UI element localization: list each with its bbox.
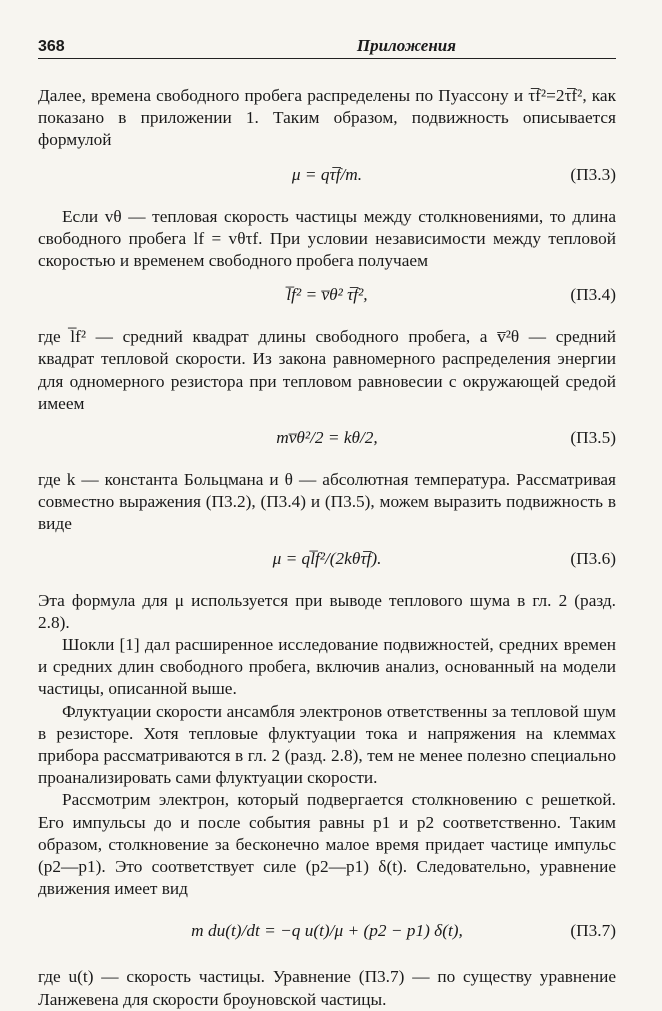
paragraph-5: Эта формула для μ используется при выводе теплового шума в гл. 2 (разд. 2.8). [38, 590, 616, 632]
paragraph-9: где u(t) — скорость частицы. Уравнение (П3.7) — по существу уравнение Ланжевена для скорости броуновской частицы. [38, 967, 616, 1009]
paragraph-8: Рассмотрим электрон, который подвергается столкновению с решеткой. Его импульсы до и после события равны p1 и p2 соответственно. Таким образом, столкновение за бесконечно малое время придает частице импульс (p2—p1). Это соответствует силе (p2—p1) δ(t). Следовательно, уравнение движения имеет вид [38, 790, 616, 899]
equation-formula: l̅f² = v̅θ² τ̅f², [286, 285, 368, 305]
equation-label: (П3.4) [570, 285, 616, 305]
book-page [38, 36, 616, 1011]
equation-formula: μ = qτ̅f/m. [291, 164, 363, 184]
equation-formula: μ = ql̅f²/(2kθτ̅f). [272, 548, 382, 568]
equation-label: (П3.6) [570, 548, 616, 568]
paragraph-4: где k — константа Больцмана и θ — абсолютная температура. Рассматривая совместно выражения (П3.2), (П3.4) и (П3.5), можем выразить подвижность в виде [38, 470, 616, 534]
equation-label: (П3.3) [570, 164, 616, 184]
paragraph-6: Шокли [1] дал расширенное исследование подвижностей, средних времен и средних длин свободного пробега, включив анализ, основанный на модели частицы, описанной выше. [38, 635, 616, 699]
page-header [38, 36, 616, 59]
equation-label: (П3.5) [570, 428, 616, 448]
page-number: 368 [38, 38, 65, 55]
paragraph-1: Далее, времена свободного пробега распределены по Пуассону и τ̅f²=2τ̅f², как показано в приложении 1. Таким образом, подвижность описывается формулой [38, 86, 616, 150]
equation-formula: mv̅θ²/2 = kθ/2, [276, 428, 378, 448]
paragraph-7: Флуктуации скорости ансамбля электронов ответственны за тепловой шум в резисторе. Хотя тепловые флуктуации тока и напряжения на клеммах прибора рассматриваются в гл. 2 (разд. 2.8), тем не менее полезно специально проанализировать сами флуктуации скорости. [38, 701, 616, 788]
equation-p3-4 [38, 285, 616, 313]
equation-p3-7 [38, 913, 616, 953]
equation-p3-5 [38, 428, 616, 456]
equation-formula: m du(t)/dt = −q u(t)/μ + (p2 − p1) δ(t), [191, 921, 463, 941]
equation-p3-3 [38, 165, 616, 193]
equation-p3-6 [38, 549, 616, 577]
paragraph-2: Если vθ — тепловая скорость частицы между столкновениями, то длина свободного пробега lf = vθτf. При условии независимости между тепловой скоростью и временем свободного пробега получаем [38, 206, 616, 271]
paragraph-3: где l̅f² — средний квадрат длины свободного пробега, а v̅²θ — средний квадрат тепловой скорости. Из закона равномерного распределения энергии для одномерного резистора при тепловом равновесии с окружающей средой имеем [38, 327, 616, 413]
equation-label: (П3.7) [570, 921, 616, 941]
running-title: Приложения [356, 36, 456, 55]
